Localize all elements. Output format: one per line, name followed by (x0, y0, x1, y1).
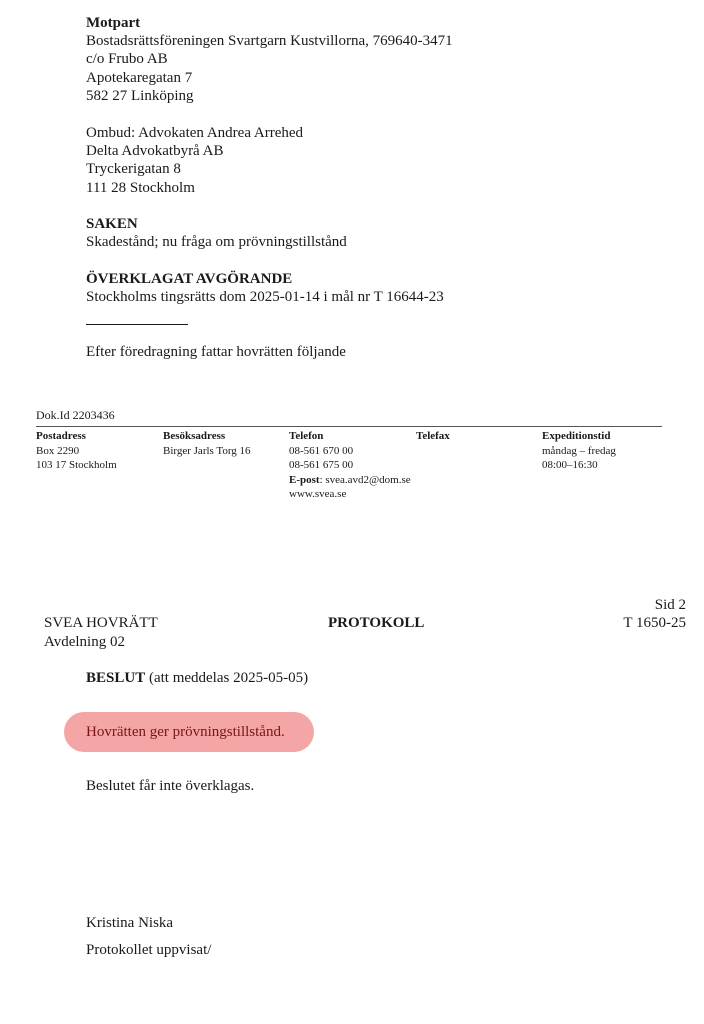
epost-line (289, 473, 411, 488)
ombud-city: 111 28 Stockholm (86, 179, 195, 196)
overklagat-heading: ÖVERKLAGAT AVGÖRANDE (86, 271, 293, 287)
motpart-block (86, 14, 453, 105)
footer-besoksadress (163, 429, 251, 458)
footer-postadress (36, 429, 117, 473)
doc-type: PROTOKOLL (328, 615, 425, 631)
beslut-line (86, 669, 308, 687)
signatory: Kristina Niska (86, 915, 174, 931)
telefon-line: 08-561 675 00 (289, 459, 354, 471)
doc-id: Dok.Id 2203436 (36, 408, 115, 422)
motpart-heading: Motpart (86, 15, 141, 31)
page-label: Sid 2 (654, 597, 686, 613)
division: Avdelning 02 (44, 634, 125, 650)
saken-heading: SAKEN (86, 216, 138, 232)
court-name: SVEA HOVRÄTT (44, 615, 158, 631)
beslut-note: (att meddelas 2025-05-05) (145, 670, 309, 686)
overklagat-text: Stockholms tingsrätts dom 2025-01-14 i mål nr T 16644-23 (86, 289, 444, 306)
expeditionstid-line: 08:00–16:30 (542, 459, 598, 471)
motpart-co: c/o Frubo AB (86, 51, 168, 68)
no-appeal-text: Beslutet får inte överklagas. (86, 778, 255, 794)
expeditionstid-label: Expeditionstid (542, 430, 611, 442)
telefax-label: Telefax (416, 430, 450, 442)
expeditionstid-line: måndag – fredag (542, 444, 616, 457)
besoksadress-label: Besöksadress (163, 430, 226, 442)
beslut-heading: BESLUT (86, 670, 146, 686)
epost-label: E-post (289, 473, 320, 486)
motpart-city: 582 27 Linköping (86, 87, 194, 104)
protocol-shown: Protokollet uppvisat/ (86, 942, 212, 958)
signature-rule (86, 324, 188, 325)
saken-text: Skadestånd; nu fråga om prövningstillstånd (86, 234, 347, 251)
postadress-line: 103 17 Stockholm (36, 459, 117, 471)
epost-value[interactable]: : svea.avd2@dom.se (319, 473, 411, 486)
overklagat-block (86, 270, 444, 306)
ombud-name: Ombud: Advokaten Andrea Arrehed (86, 125, 304, 141)
motpart-name: Bostadsrättsföreningen Svartgarn Kustvillorna, 769640-3471 (86, 33, 453, 50)
footer-telefax (416, 429, 450, 444)
ombud-street: Tryckerigatan 8 (86, 161, 181, 178)
postadress-line: Box 2290 (36, 444, 80, 457)
footer-expeditionstid (542, 429, 616, 473)
ombud-firm: Delta Advokatbyrå AB (86, 143, 224, 160)
ombud-block (86, 124, 303, 197)
telefon-line: 08-561 670 00 (289, 444, 354, 457)
saken-block (86, 215, 347, 251)
case-number: T 1650-25 (623, 615, 686, 631)
motpart-street: Apotekaregatan 7 (86, 69, 193, 86)
besoksadress-line: Birger Jarls Torg 16 (163, 444, 251, 457)
telefon-label: Telefon (289, 430, 324, 442)
decision-text: Hovrätten ger prövningstillstånd. (86, 724, 285, 740)
intro-text: Efter föredragning fattar hovrätten följande (86, 344, 346, 360)
footer-divider (36, 426, 662, 427)
web-address[interactable]: www.svea.se (289, 488, 347, 500)
postadress-label: Postadress (36, 430, 86, 442)
footer-telefon (289, 429, 411, 502)
intro-block (86, 343, 346, 361)
